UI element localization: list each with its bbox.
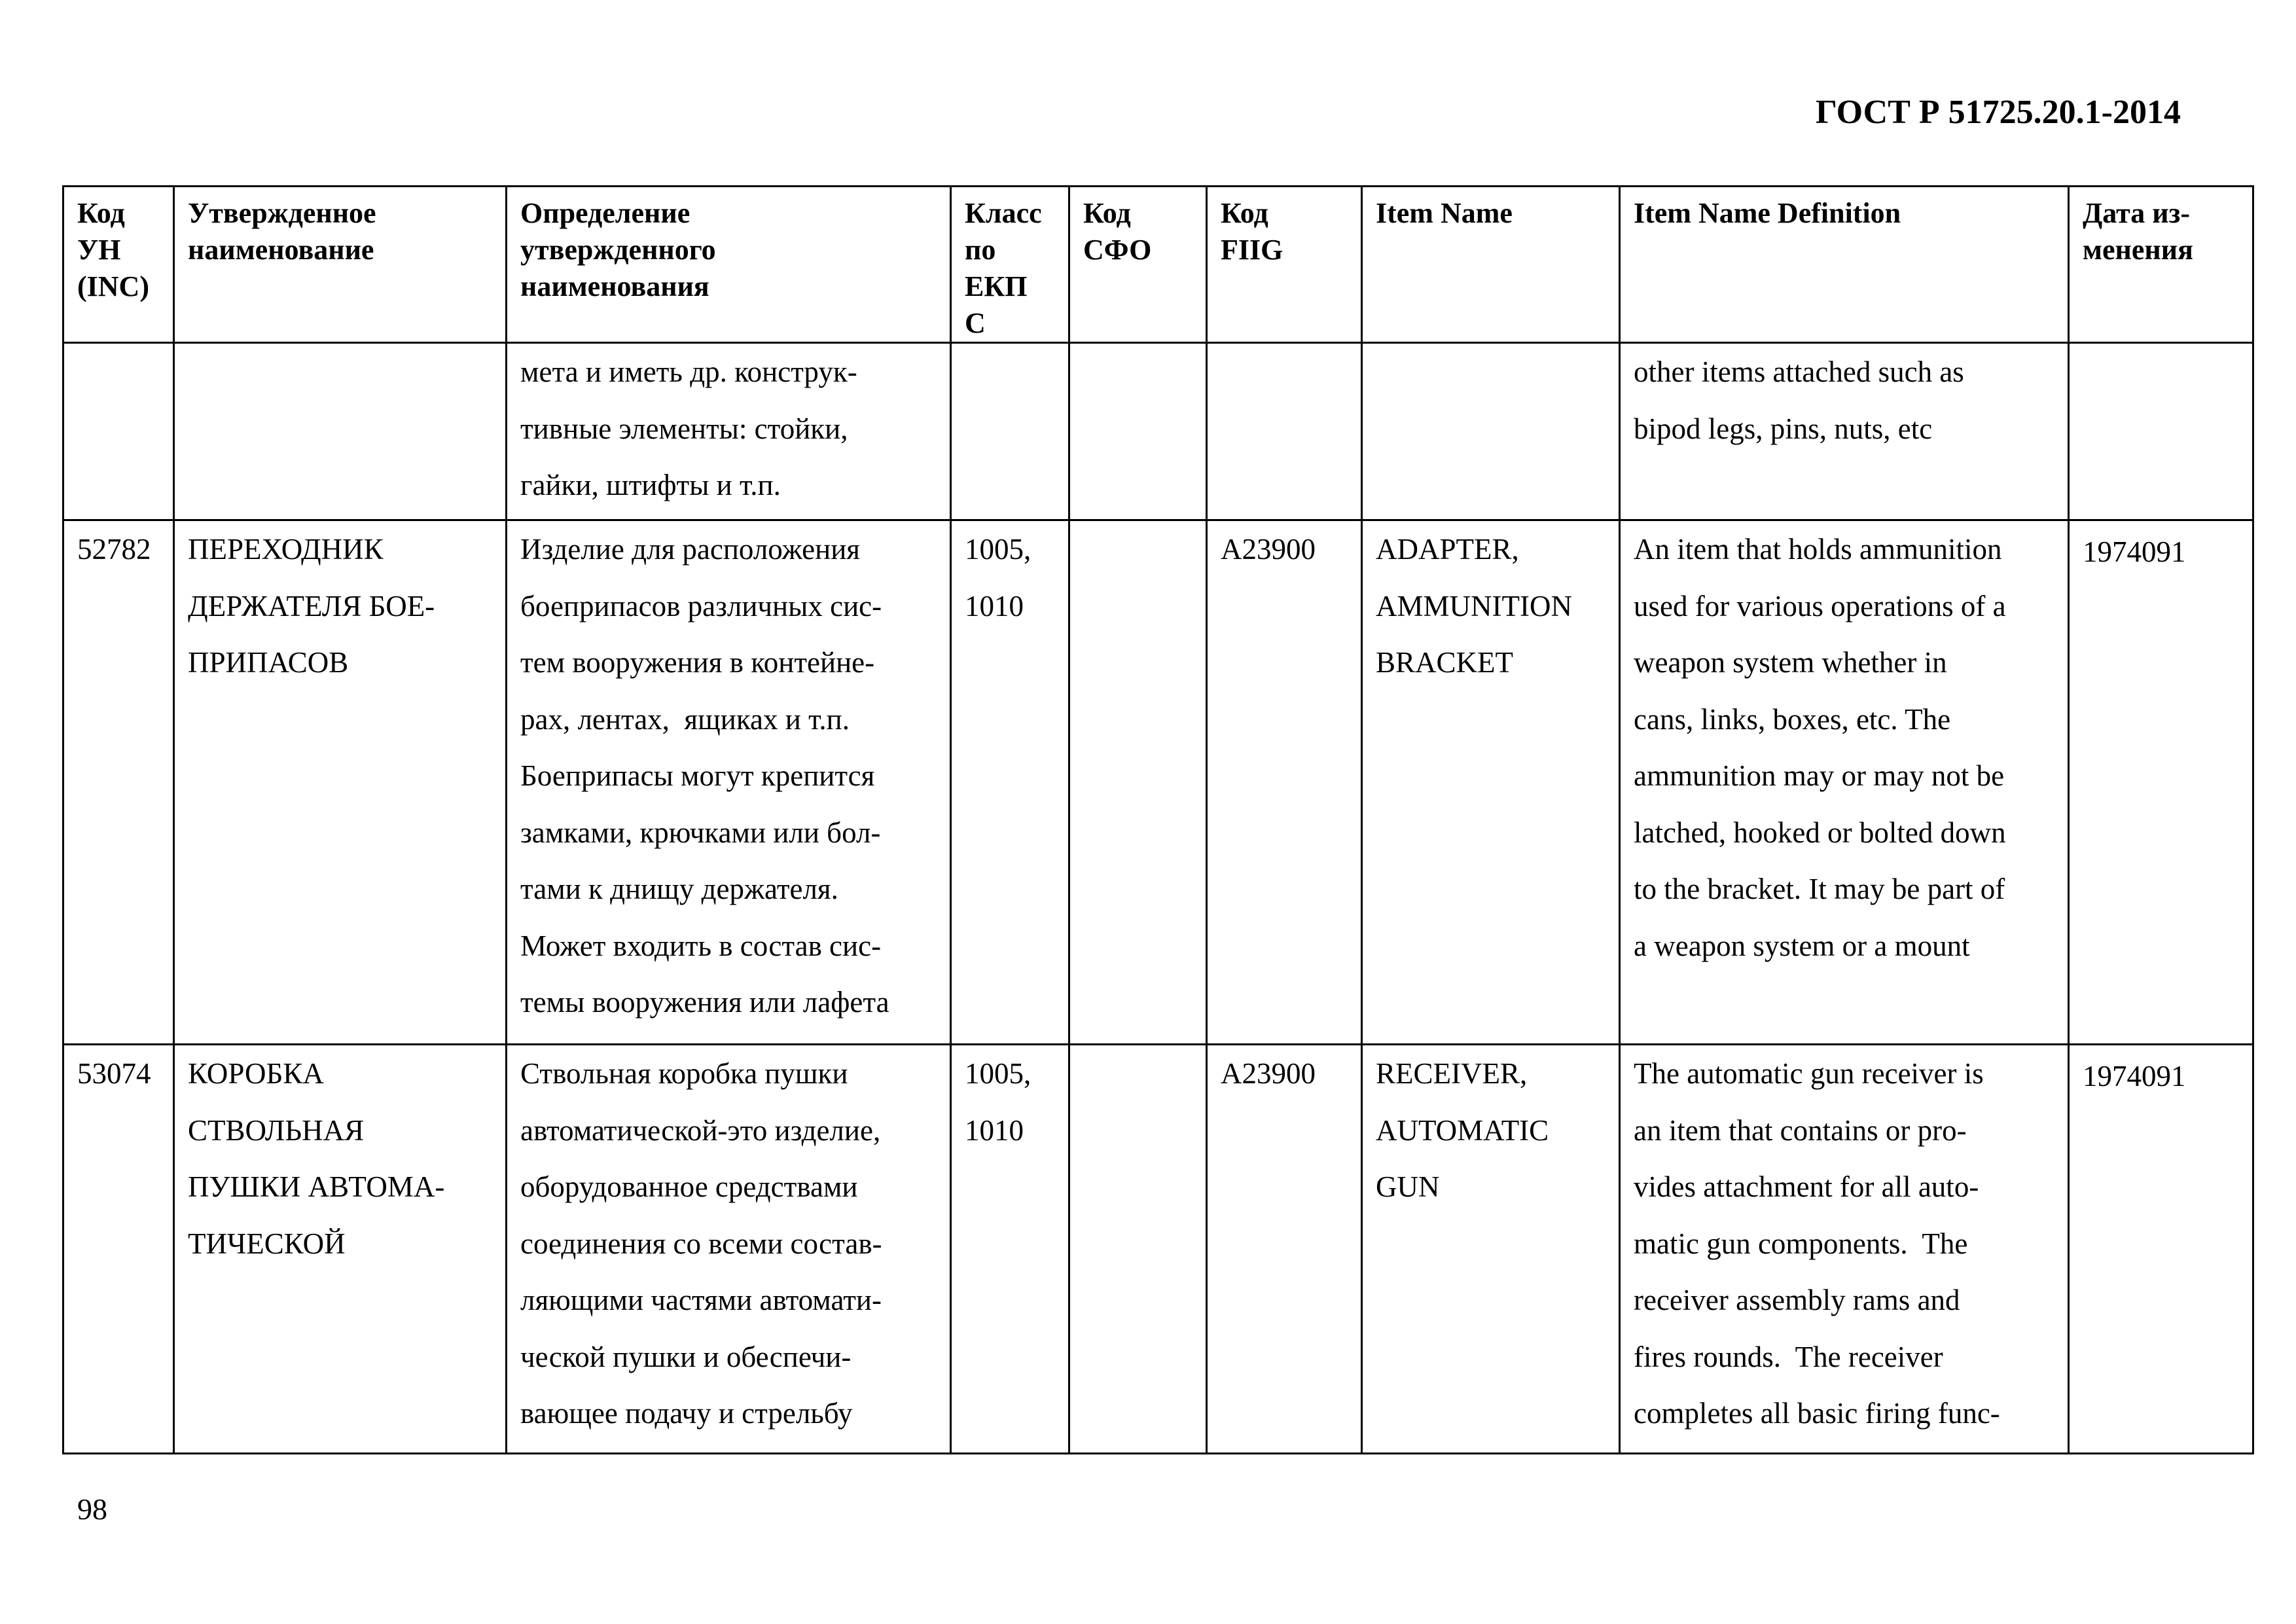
cell-inc: 53074 (63, 1045, 174, 1454)
cell-item-name: ADAPTER, AMMUNITION BRACKET (1362, 520, 1620, 1045)
header-class: Класс по ЕКП С (951, 187, 1069, 343)
cell-sfo-code (1069, 1045, 1207, 1454)
cell-item-name: RECEIVER, AUTOMATIC GUN (1362, 1045, 1620, 1454)
cell-sfo-code (1069, 520, 1207, 1045)
cell-approved-name (174, 343, 507, 520)
cell-class: 1005, 1010 (951, 1045, 1069, 1454)
header-item-name-definition: Item Name Definition (1620, 187, 2069, 343)
table-row (63, 343, 2253, 520)
cell-change-date: 1974091 (2069, 520, 2253, 1045)
header-inc: Код УН (INC) (63, 187, 174, 343)
cell-item-name-definition: other items attached such as bipod legs, pins, nuts, etc (1620, 343, 2069, 520)
table-body (63, 343, 2253, 1454)
cell-definition: Изделие для расположения боеприпасов различных сис- тем вооружения в контейне- рах, лентах, ящиках и т.п. Боеприпасы могут крепится замками, крючками или бол- тами к днищу держателя. Может входить в состав сис- темы вооружения или лафета (507, 520, 951, 1045)
cell-approved-name: ПЕРЕХОДНИК ДЕРЖАТЕЛЯ БОЕ- ПРИПАСОВ (174, 520, 507, 1045)
cell-class (951, 343, 1069, 520)
document-code: ГОСТ Р 51725.20.1-2014 (1815, 94, 2181, 131)
table-row (63, 520, 2253, 1045)
cell-item-name-definition: The automatic gun receiver is an item that contains or pro- vides attachment for all auto- matic gun components. The receiver assembly rams and fires rounds. The receiver completes all basic firing func- (1620, 1045, 2069, 1454)
table-row (63, 1045, 2253, 1454)
header-change-date: Дата из- менения (2069, 187, 2253, 343)
cell-inc: 52782 (63, 520, 174, 1045)
header-item-name: Item Name (1362, 187, 1620, 343)
cell-change-date: 1974091 (2069, 1045, 2253, 1454)
cell-inc (63, 343, 174, 520)
table-header (63, 187, 2253, 343)
cell-change-date (2069, 343, 2253, 520)
page-number: 98 (77, 1492, 107, 1526)
cell-definition: Ствольная коробка пушки автоматической-это изделие, оборудованное средствами соединения со всеми состав- ляющими частями автомати- ческой пушки и обеспечи- вающее подачу и стрельбу (507, 1045, 951, 1454)
cell-fiig-code: A23900 (1207, 1045, 1362, 1454)
header-definition: Определение утвержденного наименования (507, 187, 951, 343)
cell-sfo-code (1069, 343, 1207, 520)
header-row (63, 187, 2253, 343)
cell-definition: мета и иметь др. конструк- тивные элементы: стойки, гайки, штифты и т.п. (507, 343, 951, 520)
cell-fiig-code: A23900 (1207, 520, 1362, 1045)
cell-fiig-code (1207, 343, 1362, 520)
cell-item-name-definition: An item that holds ammunition used for various operations of a weapon system whether in cans, links, boxes, etc. The ammunition may or may not be latched, hooked or bolted down to the bracket. It may be part of a weapon system or a mount (1620, 520, 2069, 1045)
cell-approved-name: КОРОБКА СТВОЛЬНАЯ ПУШКИ АВТОМА- ТИЧЕСКОЙ (174, 1045, 507, 1454)
cell-item-name (1362, 343, 1620, 520)
item-name-registry-table (62, 185, 2254, 1454)
header-sfo-code: Код СФО (1069, 187, 1207, 343)
cell-class: 1005, 1010 (951, 520, 1069, 1045)
header-approved-name: Утвержденное наименование (174, 187, 507, 343)
header-fiig-code: Код FIIG (1207, 187, 1362, 343)
